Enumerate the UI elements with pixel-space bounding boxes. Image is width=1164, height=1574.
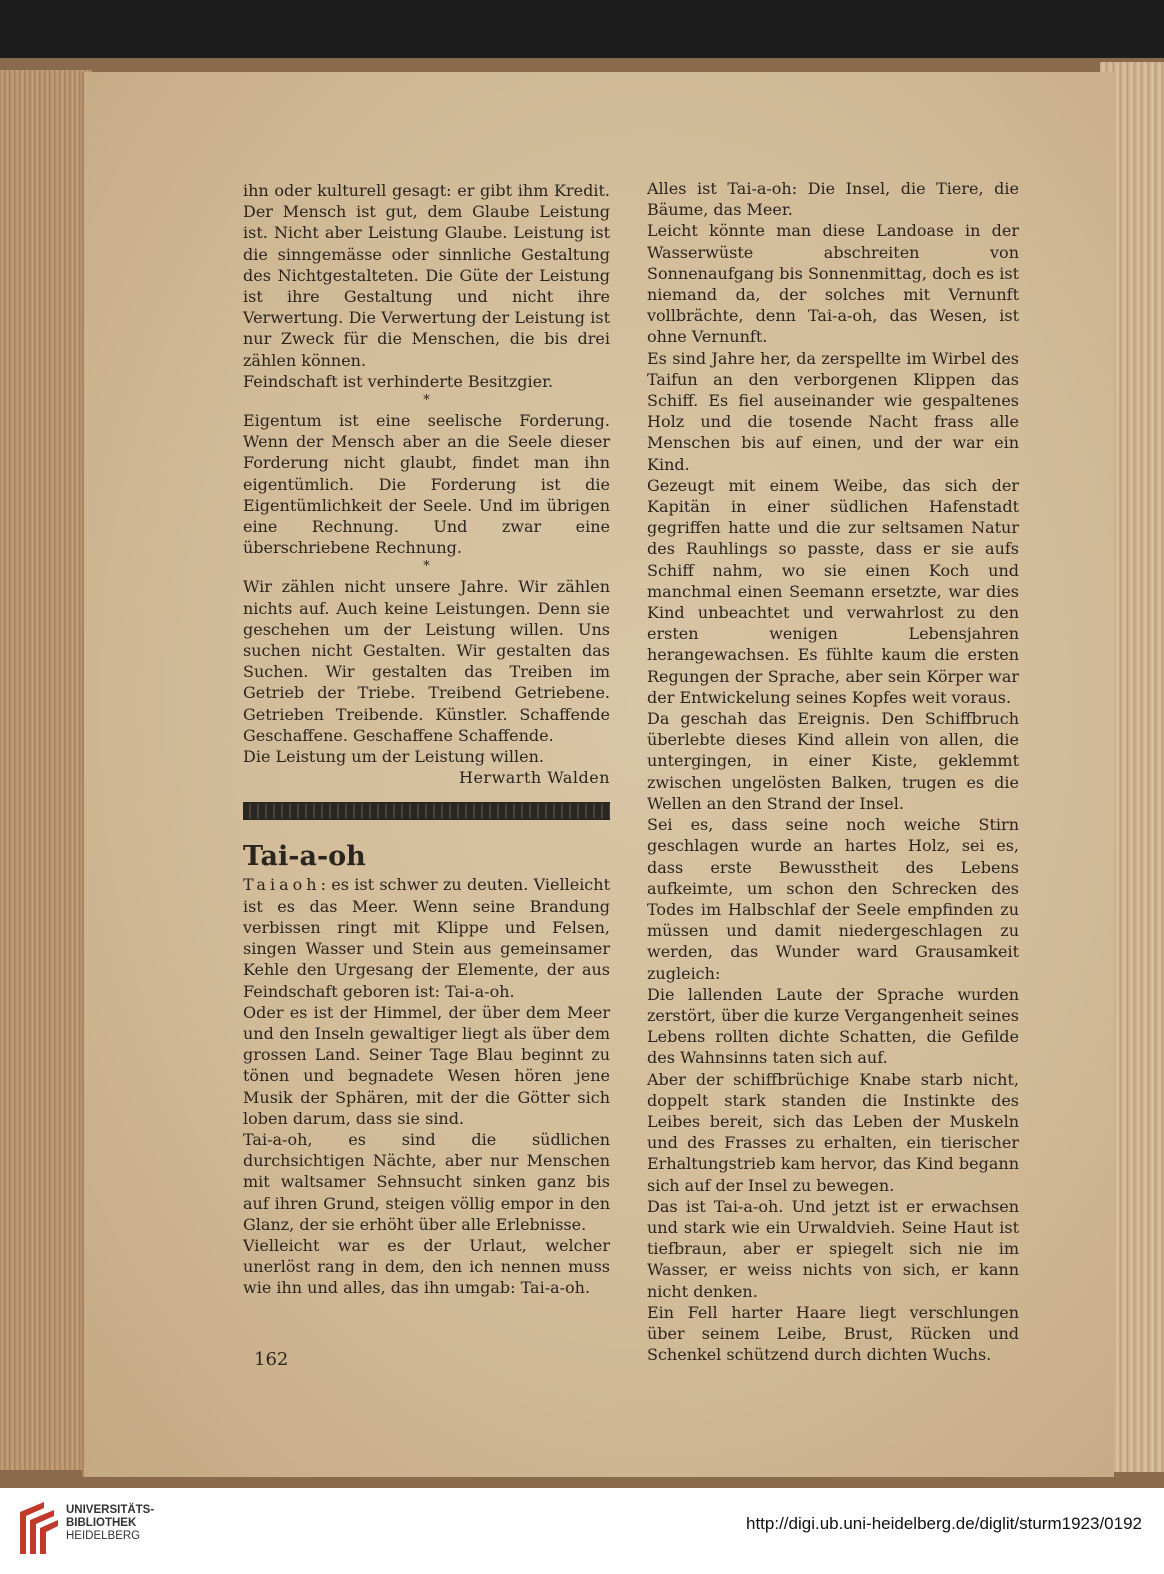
lead-word: Taiaoh — [243, 875, 321, 895]
separator-asterisk: * — [423, 559, 430, 575]
paragraph: Sei es, dass seine noch weiche Stirn geschlagen wurde an hartes Holz, sei es, dass erste Bewusstheit des Lebens aufkeimte, um schon den Schrecken des Todes im Halbschlaf der Seele empfinden zu müssen und damit niedergeschlagen zu werden, das Wunder ward Grausamkeit zugleich: — [647, 815, 1019, 983]
paragraph: Feindschaft ist verhinderte Besitzgier. — [243, 371, 554, 391]
paragraph: Das ist Tai-a-oh. Und jetzt ist er erwachsen und stark wie ein Urwaldvieh. Seine Haut ist tiefbraun, aber er spiegelt sich nie im Wasser, er weiss nichts von sich, er kann nicht denken. — [647, 1196, 1019, 1301]
paragraph: Die Leistung um der Leistung willen. — [243, 747, 544, 767]
page-number: 162 — [254, 1349, 289, 1370]
library-name-line: HEIDELBERG — [66, 1530, 141, 1542]
paragraph: Aber der schiffbrüchige Knabe starb nicht, doppelt stark standen die Instinkte des Leibes bereit, sich das Leben der Muskeln und des Frasses zu erhalten, ein tierischer Erhaltungstrieb kam hervor, das Kind begann sich auf der Insel zu bewegen. — [647, 1069, 1019, 1195]
page-edges-left — [0, 70, 92, 1470]
paragraph: Die lallenden Laute der Sprache wurden zerstört, über die kurze Vergangenheit seines Lebens rollten dichte Schatten, die Gefilde des Wahnsinns taten sich auf. — [647, 984, 1019, 1068]
permalink-url[interactable]: http://digi.ub.uni-heidelberg.de/diglit/sturm1923/0192 — [746, 1514, 1142, 1533]
library-logo-icon[interactable] — [14, 1498, 60, 1558]
library-name-line: BIBLIOTHEK — [66, 1517, 137, 1529]
paragraph: Wir zählen nicht unsere Jahre. Wir zählen nichts auf. Auch keine Leistungen. Denn sie geschehen um der Leistung willen. Uns suchen nicht Gestalten. Wir gestalten das Suchen. Wir gestalten das Treiben im Getrieb der Triebe. Treibend Getriebene. Getrieben Treibende. Künstler. Schaffende Geschaffene. Geschaffene Schaffende. — [243, 577, 610, 745]
library-name[interactable] — [66, 1504, 154, 1543]
paragraph: Ein Fell harter Haare liegt verschlungen über seinem Leibe, Brust, Rücken und Schenkel schützend durch dichten Wuchs. — [647, 1302, 1019, 1365]
lead-text: : es ist schwer zu deuten. Vielleicht ist es das Meer. Wenn seine Brandung verbissen ringt mit Klippe und Felsen, singen Wasser und Stein aus gemeinsamer Kehle den Urgesang der Elemente, der aus Feindschaft geboren ist: Tai-a-oh. — [243, 875, 610, 1001]
paragraph: Gezeugt mit einem Weibe, das sich der Kapitän in einer südlichen Hafenstadt gegriffen hatte und die zur seltsamen Natur des Rauhlings so passte, dass er sie aufs Schiff nahm, wo sie einen Koch und manchmal einen Seemann ersetzte, war dies Kind unbeachtet und verwahrlost zu den ersten wenigen Lebensjahren herangewachsen. Es fühlte kaum die ersten Regungen der Sprache, aber sein Körper war der Entwickelung seines Kopfes weit voraus. — [647, 475, 1019, 707]
author-signature: Herwarth Walden — [459, 768, 610, 788]
paragraph: Alles ist Tai-a-oh: Die Insel, die Tiere, die Bäume, das Meer. — [647, 179, 1019, 220]
paragraph: Es sind Jahre her, da zerspellte im Wirbel des Taifun an den verborgenen Klippen das Schiff. Es fiel auseinander wie gespaltenes Holz und die tosende Nacht frass alle Menschen bis auf einen, und der war ein Kind. — [647, 348, 1019, 474]
article-lead — [243, 874, 610, 1001]
paragraph: Leicht könnte man diese Landoase in der Wasserwüste abschreiten von Sonnenaufgang bis Sonnenmittag, doch es ist niemand da, der solches mit Vernunft vollbrächte, denn Tai-a-oh, das Wesen, ist ohne Vernunft. — [647, 221, 1019, 347]
left-column — [243, 180, 610, 1299]
footer-bar — [0, 1488, 1164, 1574]
separator-asterisk: * — [423, 393, 430, 409]
article-title: Tai-a-oh — [243, 841, 366, 873]
section-divider — [243, 802, 610, 820]
library-name-line: UNIVERSITÄTS- — [66, 1504, 155, 1516]
paragraph: Oder es ist der Himmel, der über dem Meer und den Inseln gewaltiger liegt als über dem grossen Land. Seiner Tage Blau beginnt zu tönen und begnadete Wesen hören jene Musik der Sphären, mit der die Götter sich loben darum, dass sie sind. — [243, 1002, 610, 1128]
paragraph: Tai-a-oh, es sind die südlichen durchsichtigen Nächte, aber nur Menschen mit waltsamer Sehnsucht sinken ganz bis auf ihren Grund, steigen völlig empor in den Glanz, der sie erhöht über alle Erlebnisse. — [243, 1129, 610, 1234]
paragraph: Da geschah das Ereignis. Den Schiffbruch überlebte dieses Kind allein von allen, die untergingen, in einer Kiste, geklemmt zwischen ungelösten Balken, trugen es die Wellen an den Strand der Insel. — [647, 709, 1019, 813]
paragraph: Vielleicht war es der Urlaut, welcher unerlöst rang in dem, den ich nennen muss wie ihn und alles, das ihn umgab: Tai-a-oh. — [243, 1235, 610, 1298]
right-column — [647, 178, 1019, 1365]
paragraph: ihn oder kulturell gesagt: er gibt ihm Kredit. Der Mensch ist gut, dem Glaube Leistung ist. Nicht aber Leistung Glaube. Leistung ist die sinngemässe oder sinnliche Gestaltung des Nichtgestalteten. Die Güte der Leistung ist ihre Gestaltung und nicht ihre Verwertung. Die Verwertung der Leistung ist nur Zweck für die Menschen, die bis drei zählen können. — [243, 181, 610, 370]
paragraph: Eigentum ist eine seelische Forderung. Wenn der Mensch aber an die Seele dieser Forderung nicht glaubt, findet man ihn eigentümlich. Die Forderung ist die Eigentümlichkeit der Seele. Und im übrigen eine Rechnung. Und zwar eine überschriebene Rechnung. — [243, 411, 610, 558]
